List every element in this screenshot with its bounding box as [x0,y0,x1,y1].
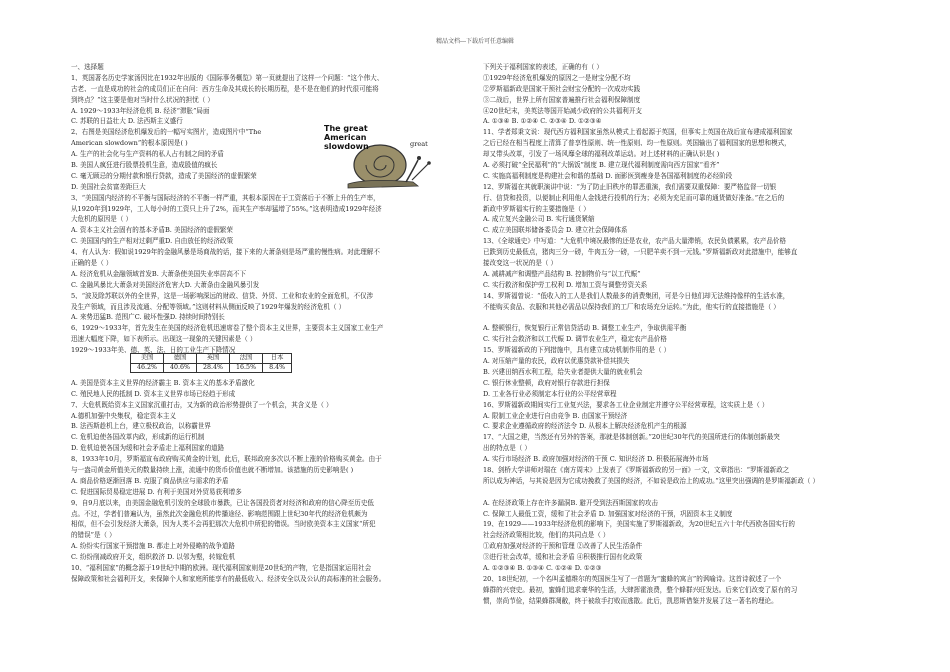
text-line: 与一盎司黄金所值美元的数量持续上涨，流通中的货币价值也就不断增加。该措施的历史影响是( ) [71,465,354,474]
text-line: A. 减耕减产和调整产品结构 B. 控制物价与“以工代赈” [483,269,641,278]
text-line: C. 促进国际贸易稳定进展 D. 有利于美国对外贸易获利增多 [71,487,242,496]
text-line: 7、大危机既给资本主义国家沉重打击，又为新的政治形势提供了一个机会，其含义是（ ） [71,400,333,409]
text-line: A. 实行市场经济 B. 政府加强对经济的干预 C. 知识经济 D. 积极拓展海外市场 [483,455,709,464]
table-cell: 40.6% [164,363,197,373]
text-line: B. 兴建田纳西水利工程，给失业者提供大量的就业机会 [483,367,643,376]
text-line: D. 工业各行业必须制定本行业的公平经营章程 [483,389,617,398]
text-line: American slowdown”的根本原因是( ) [71,139,188,148]
text-line: 6、1929～1933年，首先发生在美国的经济危机迅速席卷了整个资本主义世界，主要资本主义国家工业生产 [71,324,384,333]
text-line: D. 美国社会贫富差距巨大 [71,182,146,191]
text-line: C. 实行社会救济和以工代赈 D. 调节农业生产，稳定农产品价格 [483,335,667,344]
text-line: B. 法西斯趁机上台，建立极权政治，以称霸世界 [71,422,211,431]
text-line: 15、罗斯福新政的下列措施中，具有建立成功机制作用的是（ ） [483,346,671,355]
text-line: 3、“美国国内经济的不平衡与国际经济的不平衡一样严重，其根本原因在于工资落后于不断上升的生产率， [71,193,380,202]
table-cell: 16.5% [230,363,263,373]
cartoon-image [318,120,438,190]
text-line: A. 整顿银行，恢复银行正常信贷活动 B. 调整工业生产，争取供需平衡 [483,324,687,333]
text-line: 惯，崇尚节俭，结果蜂群凋敝，终于被敌手打败而逃散。此后，凯恩斯借鉴并发展了这一著名的理论。 [483,596,778,605]
text-line: C. 实施高福利制度是构建社会和谐的基础 D. 面影医到瘦身是各国福利制度的必经阶段 [483,171,733,180]
text-line: A. 1929～1933年经济危机 B. 经济“滞胀”局面 [71,106,210,115]
text-line: A. 对压缩产量的农民，政府以优惠贷款补偿其损失 [483,357,630,366]
table-header-cell: 日本 [263,354,292,364]
text-line: ③进行社会改革，缓和社会矛盾 ④积极推行国有化政策 [483,553,643,562]
text-line: 出的特点是（ ） [483,444,531,453]
cartoon-caption: The great American slowdown [324,124,369,151]
text-line: 行、信贷和投资，以便制止利用他人金钱进行投机的行为；必须为充足而可靠的通货做好准备。”在之后的 [483,193,785,202]
text-line: A. 限制工业企业进行自由竞争 B. 由国家干预经济 [483,411,628,420]
text-line: 相似，但不会引发经济大萧条，因为人类不会再犯那次大危机中所犯的错误。当时欧美资本主义国家“所犯 [71,520,376,529]
text-line: 13、《全球通史》中写道：“大危机中境况最惨的还是农业，农产品大量滞销，农民负债累累，农产品价格 [483,237,787,246]
text-line: 12、罗斯福在其就职演讲中说：“为了防止旧秩序的罪恶重演，我们需要双重保障：要严格监督一切银 [483,182,777,191]
text-line: A. 纷纷实行国家干预措施 B. 都走上对外侵略的战争道路 [71,542,235,551]
text-line: C. 纷纷削减政府开支，组织救济 D. 以邻为壑，转嫁危机 [71,553,236,562]
text-line: 社会经济政策相比较，他们的共同点是（ ） [483,531,610,540]
text-line: 正确的是（ ） [71,259,113,268]
text-line: 的错误”是（ ） [71,531,116,540]
text-line: 点。不过，学者们普遍认为，虽然此次金融危机的传播途径、影响范围跟上世纪30年代的经济危机颇为 [71,509,368,518]
text-line: 古老、一直是成功的社会的成员们正在自问：西方生命及其成长的长期历程，是不是在他们的时代很可能将 [71,84,379,93]
text-line: 却又带头改革，引发了一场风靡全球的福利改革运动。对上述材料的正确认识是( ) [483,150,720,159]
text-line: 之后已经在相当程度上清算了普享性原则、统一性原则、均一性原则。英国输出了福利国家的思想和模式， [483,139,791,148]
text-line: ③二战后，世界上所有国家普遍推行社会福利保障制度 [483,95,641,104]
text-line: 8、1933年10月，罗斯福宣布政府购买黄金的计划，此后，联邦政府多次以不断上涨的价格购买黄金。由于 [71,455,382,464]
text-line: A. 来势迅猛B. 范围广C. 破坏性强D. 持续时间特别长 [71,313,225,322]
text-line: ①政府加强对经济的干预和管理 ②改善了人民生活条件 [483,542,643,551]
text-line: 17、“大国之建，当然还有另外的答案，那就是体制创新。”20世纪30年代的美国所进行的体制创新最突 [483,433,780,442]
text-line: A. 成立复兴金融公司 B. 实行通货紧缩 [483,215,595,224]
table-header-cell: 美国 [131,354,164,364]
table-header-row [131,354,292,364]
text-line: 到终点？”这主要是他对当时什么状况的担忧（ ） [71,95,214,104]
text-line: B. 美国人疯狂进行股票投机生意，造成股值的疯长 [71,161,218,170]
text-line: C. 毫无顾忌的分期付款和银行贷款，造成了美国经济的虚假繁荣 [71,171,257,180]
text-line: ②罗斯福新政是国家干预社会财宝分配的一次成功实践 [483,84,641,93]
text-line: A. 商品价格逐渐回落 B. 克服了商品供应与需求的矛盾 [71,476,229,485]
text-line: 1929～1933年美、德、英、法、日的工业生产下降情况 [71,346,236,355]
text-line: C. 要求企业遵循政府的经济法令 D. 从根本上解决经济危机产生的根源 [483,422,687,431]
text-line: 大危机的原因是（ ） [71,215,133,224]
text-line: C. 危机迫使各国改革内政，形成新的运行机制 [71,433,205,442]
table-cell: 8.4% [263,363,292,373]
text-line: C. 保障工人最低工资，缓和了社会矛盾 D. 加强国家对经济的干预，巩固资本主义制度 [483,509,733,518]
text-line: A. 经济危机从金融领域首发B. 大萧条使美国失业率居高不下 [71,269,246,278]
text-line: C. 实行救济和保护劳工权利 D. 增加工资与调整劳资关系 [483,280,648,289]
page-header-note: 精品文档---下载后可任意编辑 [435,38,515,45]
text-line: 不能购买食品、衣服和其他必需品以保持我们的工厂和农场充分运转。”为此，他实行的直接措施是（ ） [483,302,780,311]
text-line: 4、有人认为：假如说1929年的金融风暴是场商战的话，接下来的大萧条则是场严重的慢性病。对此理解不 [71,248,380,257]
text-line: 一、选择题 [71,63,104,71]
text-line: 18、剑桥大学讲师对瑞在《南方周末》上发表了《罗斯福新政的另一面》一文，文章指出：“罗斯福新政之 [483,465,790,474]
text-line: D. 危机迫使各国为缓和社会矛盾走上福利国家的道路 [71,444,225,453]
production-decline-table [130,353,292,373]
text-line [483,487,883,498]
text-line: 14、罗斯福曾说：“低收入的工人是我们人数最多的消费集团，可是今日他们却无法维持像样的生活水准， [483,291,790,300]
text-line [483,312,883,323]
table-cell: 28.4% [197,363,230,373]
text-line: A.德机加强中央集权，稳定资本主义 [71,411,177,420]
text-line: A. 在经济政策上存在许多漏洞B. 避开受到法西斯国家的攻击 [483,498,658,507]
text-line: 迅速大幅度下降，如下表所示。出现这一现象的关键因素是（ ） [71,335,257,344]
text-line: 10、“福利国家”的概念源于19世纪中期的欧洲。现代福利国家则是20世纪的产物，它是指国家运用社会 [71,563,372,572]
text-line: 接改变这一状况的是（ ） [483,259,558,268]
text-line: 9、自9月底以来，由美国金融危机引发的全球股市暴跌，已让各国投资者对经济和政府的信心降至历史低 [71,498,374,507]
text-line: C. 成立美国联邦储备委员会 D. 建立社会保障体系 [483,226,628,235]
table-row [131,363,292,373]
text-line: 所以成为神话，与其说是因为它成功挽救了美国的经济，不如说是政治上的成功。”这里突出强调的是罗斯福新政（ ） [483,476,820,485]
right-column [483,62,883,607]
text-line: 19、在1929——1933年经济危机的影响下，美国实施了罗斯福新政，为20世纪五六十年代西欧各国实行的 [483,520,795,529]
text-line: C. 银行休业整顿，政府对银行存款进行担保 [483,378,610,387]
text-line: 2、右图是美国经济危机爆发后的一幅写实图片，造成图片中“The [71,128,262,137]
text-line: A. 资本主义社会固有的基本矛盾B. 美国经济的虚假繁荣 [71,226,233,235]
text-line: C. 殖民地人民的抵制 D. 资本主义世界市场已经趋于形成 [71,389,236,398]
text-line: 1、英国著名历史学家汤因比在1932年出版的《国际事务概览》第一页就提出了这样一个问题：“这个伟大、 [71,73,384,82]
text-line: 16、罗斯福新政期间实行工业复兴法，要求各工业企业制定并遵守公平经营章程，这实质上是（ ） [483,400,769,409]
text-line: 11、学者郑秉文说：现代西方福利国家虽然从模式上看起源于英国，但事实上英国在战后宣布建成福利国家 [483,128,793,137]
text-line: 5、“波及除苏联以外的全世界，这是一场影响深远的财政、信贷、外贸、工业和农业的全面危机，不仅涉 [71,291,374,300]
text-line: 蜂群的兴衰史。最初，蜜蜂们追求豪华的生活，大肆挥霍浪费，整个蜂群兴旺发达。后来它们改变了原有的习 [483,585,798,594]
text-line: A. 生产的社会化与生产资料的私人占有制之间的矛盾 [71,150,224,159]
table-header-cell: 法国 [230,354,263,364]
text-line: C. 苏联的日益壮大 D. 法西斯主义盛行 [71,117,183,126]
text-line: 20、18世纪初，一个名叫孟德维尔的英国医生写了一首题为“蜜蜂的寓言”的讽喻诗。这首诗叙述了一个 [483,574,782,583]
text-line: ④20世纪末，美英法等国开始减少政府的公共福利开支 [483,106,642,115]
text-line: 及生产领域，而且涉及流通、分配等领域。”这则材料从侧面反映了1929年爆发的经济危机（ ） [71,302,346,311]
text-line: C. 美国国内的生产相对过剩严重D. 自由放任的经济政策 [71,237,234,246]
text-line: 下列关于福利国家的表述，正确的有（ ） [483,63,603,71]
table-cell: 46.2% [131,363,164,373]
text-line: A. 必须打破“全民福利”的“大锅饭”制度 B. 建立现代福利制度需向西方国家“看齐” [483,161,720,170]
cartoon-right-word: great [410,140,428,148]
text-line: 从1920年到1929年，工人每小时的工资只上升了2%，而其生产率却猛增了55%。”这表明造成1929年经济 [71,204,382,213]
text-line: A. ①②③④ B. ①③④ C. ①②④ D. ①②③ [483,563,602,572]
text-line: ①1929年经济危机爆发的原因之一是财宝分配不均 [483,73,631,82]
text-line: 保障政策和社会福利开支，来保障个人和家庭所能享有的最低收入、经济安全以及公认的高标准的社会服务。 [71,574,386,583]
text-line: A. ①③④ B. ①②④ C. ②③④ D. ①②③④ [483,117,602,126]
text-line: A. 美国是资本主义世界的经济霸主 B. 资本主义的基本矛盾激化 [71,378,255,387]
table-header-cell: 英国 [197,354,230,364]
text-line: 新政中罗斯福实行的主要措施是（ ） [483,204,590,213]
text-line: C. 金融风暴比大萧条对美国经济危害大D. 大萧条由金融风暴引发 [71,280,260,289]
text-line: 已跌到历史最低点，猪肉三分一磅，牛肉五分一磅，一只肥羊卖不到一元钱。”罗斯福新政对此措施中，能够直 [483,248,798,257]
table-header-cell: 德国 [164,354,197,364]
